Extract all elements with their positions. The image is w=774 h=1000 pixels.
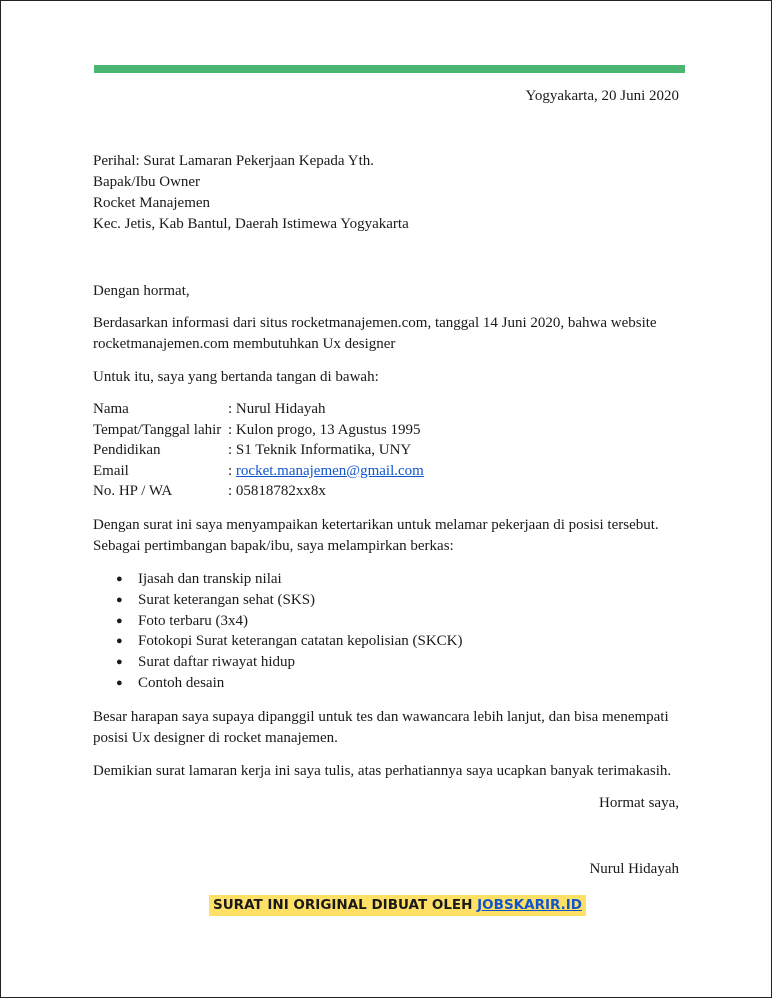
email-link[interactable]: rocket.manajemen@gmail.com xyxy=(235,462,424,479)
list-item xyxy=(93,673,463,694)
attachment-label: Ijasah dan transkip nilai xyxy=(138,571,282,587)
identity-value: : Nurul Hidayah xyxy=(228,401,326,417)
recipient-line-3: Rocket Manajemen xyxy=(93,195,211,211)
attachment-label: Contoh desain xyxy=(138,674,225,691)
identity-row xyxy=(93,420,424,441)
list-item xyxy=(93,631,463,652)
undersigned-line: Untuk itu, saya yang bertanda tangan di bawah: xyxy=(93,369,379,385)
list-item xyxy=(93,611,463,632)
identity-label: Tempat/Tanggal lahir xyxy=(93,421,222,438)
closing-line: Demikian surat lamaran kerja ini saya tulis, atas perhatiannya saya ucapkan banyak terimakasih. xyxy=(93,763,672,779)
header-bar xyxy=(94,65,685,73)
interest-line-2: Sebagai pertimbangan bapak/ibu, saya melampirkan berkas: xyxy=(93,538,454,554)
identity-row xyxy=(93,440,424,461)
bullet-icon: ● xyxy=(116,573,123,585)
footer-text: SURAT INI ORIGINAL DIBUAT OLEH xyxy=(213,897,478,913)
bullet-icon: ● xyxy=(116,614,123,627)
attachment-label: Surat daftar riwayat hidup xyxy=(138,654,296,671)
identity-value: : S1 Teknik Informatika, UNY xyxy=(228,442,412,459)
list-item xyxy=(93,569,463,590)
identity-value: : Kulon progo, 13 Agustus 1995 xyxy=(228,421,421,438)
intro-line-2: rocketmanajemen.com membutuhkan Ux designer xyxy=(93,336,396,352)
identity-label: No. HP / WA xyxy=(93,483,173,500)
list-item xyxy=(93,652,463,673)
attachment-label: Surat keterangan sehat (SKS) xyxy=(138,591,316,608)
attachment-list xyxy=(93,569,463,694)
bullet-icon: ● xyxy=(116,593,123,606)
recipient-line-2: Bapak/Ibu Owner xyxy=(93,174,201,190)
identity-label: Nama xyxy=(93,401,129,417)
identity-row xyxy=(93,461,424,482)
regards: Hormat saya, xyxy=(599,795,679,811)
footer-banner xyxy=(209,895,586,916)
recipient-line-1: Perihal: Surat Lamaran Pekerjaan Kepada Yth. xyxy=(93,153,375,169)
bullet-icon: ● xyxy=(116,656,123,669)
identity-row xyxy=(93,481,424,502)
identity-table xyxy=(93,399,424,502)
bullet-icon: ● xyxy=(116,676,123,689)
place-date: Yogyakarta, 20 Juni 2020 xyxy=(525,88,679,104)
footer-link[interactable]: JOBSKARIR.ID xyxy=(477,897,582,913)
identity-value: : 05818782xx8x xyxy=(228,483,326,500)
identity-row xyxy=(93,399,424,420)
greeting: Dengan hormat, xyxy=(93,283,190,299)
identity-label: Pendidikan xyxy=(93,442,161,459)
attachment-label: Fotokopi Surat keterangan catatan kepolisian (SKCK) xyxy=(138,633,463,650)
identity-label: Email xyxy=(93,462,129,479)
hope-line-1: Besar harapan saya supaya dipanggil untuk tes dan wawancara lebih lanjut, dan bisa menempati xyxy=(93,709,669,725)
signature-name: Nurul Hidayah xyxy=(589,861,679,877)
attachment-label: Foto terbaru (3x4) xyxy=(138,612,248,629)
identity-separator: : xyxy=(228,462,236,479)
hope-line-2: posisi Ux designer di rocket manajemen. xyxy=(93,730,338,746)
interest-line-1: Dengan surat ini saya menyampaikan ketertarikan untuk melamar pekerjaan di posisi tersebut. xyxy=(93,517,659,533)
recipient-line-4: Kec. Jetis, Kab Bantul, Daerah Istimewa Yogyakarta xyxy=(93,216,409,232)
intro-line-1: Berdasarkan informasi dari situs rocketmanajemen.com, tanggal 14 Juni 2020, bahwa website xyxy=(93,315,657,331)
bullet-icon: ● xyxy=(116,635,123,648)
list-item xyxy=(93,590,463,611)
